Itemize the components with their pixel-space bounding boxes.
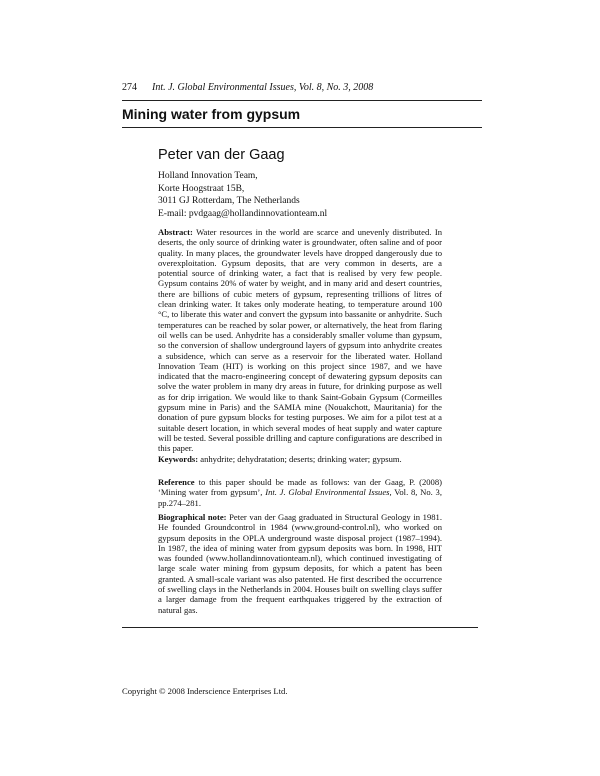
affiliation-street: Korte Hoogstraat 15B, xyxy=(158,183,245,194)
bio-rule xyxy=(122,627,478,628)
keywords-label: Keywords: xyxy=(158,454,199,464)
copyright-notice: Copyright © 2008 Inderscience Enterprises Ltd. xyxy=(122,686,288,696)
page-number: 274 xyxy=(122,82,137,93)
reference-label: Reference xyxy=(158,477,195,487)
abstract-paragraph xyxy=(158,227,442,454)
reference-text: to this paper should be made as follows: van der Gaag, P. (2008) ‘Mining water from gypsum’, xyxy=(158,477,442,498)
abstract-text: Water resources in the world are scarce and unevenly distributed. In deserts, the only source of drinking water is groundwater, often saline and of poor quality. In many places, the groundwater levels have dropped dangerously due to overexploitation. Gypsum deposits, that are very common in deserts, are a potential source of drinking water, a fact that is realised by very few people. Gypsum contains 20% of water by weight, and in many arid and desert countries, there are billions of cubic meters of gypsum, representing trillions of litres of clean drinking water. It takes only moderate heating, to temperature around 100 °C, to liberate this water and convert the gypsum into bassanite or anhydrite. Such temperatures can be reached by solar power, or alternatively, the heat from flaring oil wells can be used. Anhydrite has a considerably smaller volume than gypsum, so the conversion of shallow underground layers of gypsum into anhydrite creates a subsidence, which can serve as a reservoir for the liberated water. Holland Innovation Team (HIT) is working on this project since 1987, and we have indicated that the macro-engineering concept of dewatering gypsum deposits can solve the water problem in many dry areas in future, for drinking purpose as well as for drip irrigation. We would like to thank Saint-Gobain Gypsum (Cormeilles gypsum mine in Paris) and the SAMIA mine (Nouakchott, Mauritania) for the donation of pure gypsum blocks for testing purposes. We aim for a pilot test at a suitable desert location, in which several modes of heat supply and water capture will be tested. Several possible drilling and capture configurations are described in this paper. xyxy=(158,227,442,454)
header-rule xyxy=(122,100,482,101)
reference-volume: Vol. 8, No. 3, pp.274–281. xyxy=(158,487,443,508)
affiliation-block xyxy=(158,170,458,220)
affiliation-city: 3011 GJ Rotterdam, The Netherlands xyxy=(158,196,300,206)
running-header xyxy=(122,82,482,93)
reference-journal: Int. J. Global Environmental Issues, xyxy=(265,487,392,498)
biographical-note-label: Biographical note: xyxy=(158,512,227,522)
author-name: Peter van der Gaag xyxy=(158,147,285,163)
keywords-text: anhydrite; dehydratation; deserts; drinking water; gypsum. xyxy=(200,454,402,464)
abstract-label: Abstract: xyxy=(158,227,193,237)
reference-paragraph xyxy=(158,477,442,508)
affiliation-organization: Holland Innovation Team, xyxy=(158,171,258,181)
keywords-paragraph xyxy=(158,454,442,464)
journal-citation: Int. J. Global Environmental Issues, Vol. 8, No. 3, 2008 xyxy=(152,82,374,93)
biographical-note-text: Peter van der Gaag graduated in Structural Geology in 1981. He founded Groundcontrol in 1984 (www.ground-control.nl), who worked on gypsum deposits in the OPLA underground waste disposal project (1987–1994). In 1987, the idea of mining water from gypsum deposits was born. In 1998, HIT was founded (www.hollandinnovationteam.nl), which continued investigating of large scale water mining from gypsum deposits, for which a patent has been granted. A small-scale variant was also patented. He first described the occurrence of swelling clays in the Netherlands in 2004. Houses built on swelling clays suffer a larger damage from the frequent earthquakes triggered by the extraction of natural gas. xyxy=(158,512,442,615)
biographical-note-paragraph xyxy=(158,512,442,615)
article-title: Mining water from gypsum xyxy=(122,106,301,122)
affiliation-email: E-mail: pvdgaag@hollandinnovationteam.nl xyxy=(158,208,328,219)
title-rule xyxy=(122,127,482,128)
